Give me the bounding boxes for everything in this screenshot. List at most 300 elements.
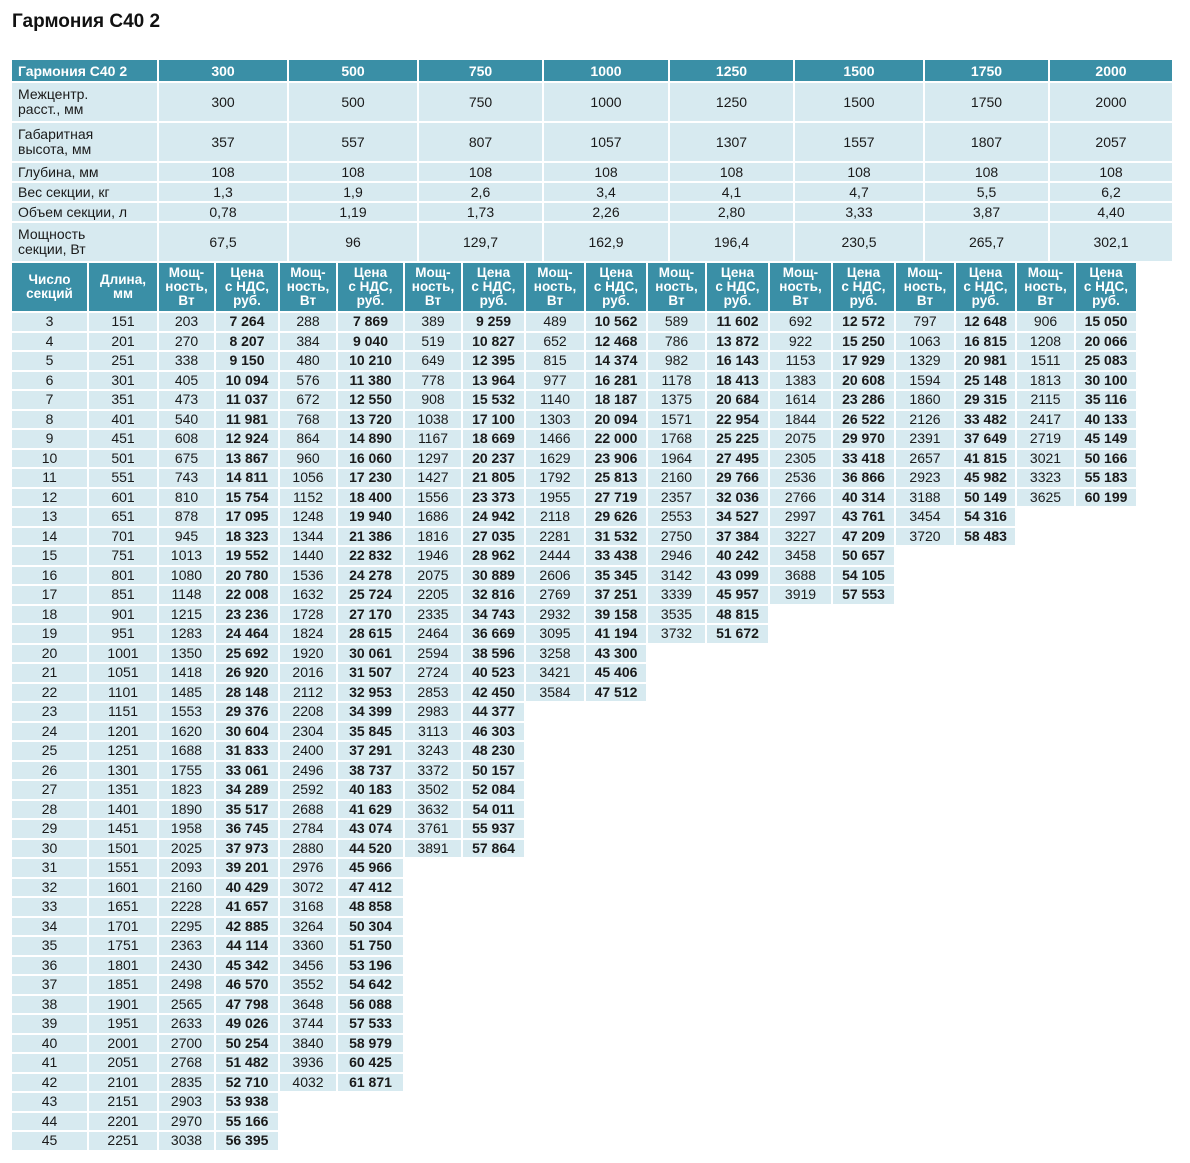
power-cell: 589 (648, 313, 705, 331)
power-cell: 3227 (770, 528, 831, 546)
power-cell: 2997 (770, 508, 831, 526)
empty-cell (1076, 898, 1136, 916)
empty-cell (1076, 820, 1136, 838)
power-cell: 3502 (405, 781, 461, 799)
empty-cell (833, 1074, 894, 1092)
price-cell: 54 011 (463, 801, 524, 819)
spec-cell: 108 (795, 163, 923, 181)
power-cell: 3688 (770, 567, 831, 585)
empty-cell (833, 801, 894, 819)
spec-cell: 302,1 (1050, 223, 1172, 261)
empty-cell (956, 1035, 1015, 1053)
price-cell: 31 833 (216, 742, 278, 760)
power-cell: 2724 (405, 664, 461, 682)
table-row (12, 625, 1136, 643)
header-line: с НДС, (841, 279, 886, 294)
sections-cell: 29 (12, 820, 87, 838)
table-row (12, 547, 1136, 565)
price-cell: 50 254 (216, 1035, 278, 1053)
power-cell: 1594 (896, 372, 954, 390)
power-cell: 2304 (280, 723, 336, 741)
spec-column-header: 300 (159, 60, 287, 81)
empty-cell (1017, 937, 1074, 955)
sections-cell: 28 (12, 801, 87, 819)
spec-cell: 2,26 (544, 203, 668, 221)
empty-cell (338, 1113, 403, 1131)
sections-cell: 18 (12, 606, 87, 624)
spec-cell: 500 (289, 83, 417, 121)
spec-row-label (12, 203, 157, 221)
price-cell: 30 889 (463, 567, 524, 585)
spec-cell: 750 (419, 83, 542, 121)
empty-cell (463, 1132, 524, 1150)
price-cell: 38 737 (338, 762, 403, 780)
header-line: с НДС, (715, 279, 760, 294)
spec-cell: 108 (925, 163, 1048, 181)
power-cell: 2228 (159, 898, 214, 916)
spec-cell: 2,80 (670, 203, 793, 221)
price-cell: 22 000 (586, 430, 646, 448)
empty-cell (1017, 547, 1074, 565)
empty-cell (1017, 703, 1074, 721)
price-cell: 25 225 (707, 430, 768, 448)
empty-cell (896, 1074, 954, 1092)
sections-cell: 27 (12, 781, 87, 799)
power-cell: 2553 (648, 508, 705, 526)
spec-corner-header: Гармония С40 2 (12, 60, 157, 81)
price-cell: 40 183 (338, 781, 403, 799)
empty-cell (648, 1132, 705, 1150)
power-cell: 2363 (159, 937, 214, 955)
length-cell: 2101 (89, 1074, 157, 1092)
empty-cell (896, 801, 954, 819)
empty-cell (1017, 1132, 1074, 1150)
empty-cell (1076, 781, 1136, 799)
table-row (12, 1132, 1136, 1150)
empty-cell (586, 1054, 646, 1072)
power-cell: 2335 (405, 606, 461, 624)
empty-cell (956, 684, 1015, 702)
empty-cell (770, 1015, 831, 1033)
power-cell: 2923 (896, 469, 954, 487)
empty-cell (707, 664, 768, 682)
length-cell: 1201 (89, 723, 157, 741)
empty-cell (338, 1132, 403, 1150)
power-cell: 2657 (896, 450, 954, 468)
power-cell: 1056 (280, 469, 336, 487)
empty-cell (956, 606, 1015, 624)
empty-cell (405, 1132, 461, 1150)
power-cell: 1686 (405, 508, 461, 526)
spec-cell: 265,7 (925, 223, 1048, 261)
power-cell: 3264 (280, 918, 336, 936)
empty-cell (833, 703, 894, 721)
empty-cell (648, 996, 705, 1014)
empty-cell (707, 1113, 768, 1131)
price-cell: 46 303 (463, 723, 524, 741)
power-cell: 3323 (1017, 469, 1074, 487)
empty-cell (526, 859, 584, 877)
empty-cell (463, 898, 524, 916)
empty-cell (956, 1113, 1015, 1131)
table-row (12, 820, 1136, 838)
page-title: Гармония С40 2 (12, 11, 161, 32)
empty-cell (1076, 801, 1136, 819)
empty-cell (405, 976, 461, 994)
price-cell: 13 964 (463, 372, 524, 390)
power-cell: 922 (770, 333, 831, 351)
spec-cell: 108 (419, 163, 542, 181)
price-cell: 60 199 (1076, 489, 1136, 507)
power-cell: 2719 (1017, 430, 1074, 448)
power-cell: 652 (526, 333, 584, 351)
table-row (12, 937, 1136, 955)
empty-cell (896, 1015, 954, 1033)
empty-cell (648, 859, 705, 877)
empty-cell (586, 898, 646, 916)
price-cell: 38 596 (463, 645, 524, 663)
spec-row-label (12, 183, 157, 201)
price-cell: 47 412 (338, 879, 403, 897)
empty-cell (956, 723, 1015, 741)
header-line: руб. (849, 293, 878, 308)
empty-cell (833, 1113, 894, 1131)
empty-cell (833, 664, 894, 682)
header-line: Мощ- (907, 265, 943, 280)
price-cell: 25 692 (216, 645, 278, 663)
table-row (12, 372, 1136, 390)
header-line: Цена (230, 265, 264, 280)
sections-cell: 19 (12, 625, 87, 643)
spec-cell: 67,5 (159, 223, 287, 261)
empty-cell (956, 898, 1015, 916)
price-cell: 9 040 (338, 333, 403, 351)
price-cell: 28 962 (463, 547, 524, 565)
empty-cell (1076, 1015, 1136, 1033)
price-cell: 15 532 (463, 391, 524, 409)
empty-cell (1076, 664, 1136, 682)
empty-cell (770, 742, 831, 760)
spec-cell: 1500 (795, 83, 923, 121)
price-header (586, 263, 646, 311)
price-cell: 27 035 (463, 528, 524, 546)
header-line: Цена (968, 265, 1003, 280)
length-cell: 1701 (89, 918, 157, 936)
price-cell: 12 550 (338, 391, 403, 409)
empty-cell (463, 937, 524, 955)
empty-cell (770, 1132, 831, 1150)
header-line: Вт (178, 293, 195, 308)
table-row (12, 352, 1136, 370)
price-cell: 27 170 (338, 606, 403, 624)
empty-cell (1076, 879, 1136, 897)
empty-cell (956, 937, 1015, 955)
power-cell: 3113 (405, 723, 461, 741)
header-line: ность, (903, 279, 947, 294)
empty-cell (896, 645, 954, 663)
price-cell: 31 507 (338, 664, 403, 682)
empty-cell (1076, 508, 1136, 526)
empty-cell (526, 898, 584, 916)
spec-cell: 1057 (544, 123, 668, 161)
empty-cell (770, 1113, 831, 1131)
empty-cell (526, 1093, 584, 1111)
empty-cell (1017, 1093, 1074, 1111)
price-cell: 20 684 (707, 391, 768, 409)
power-cell: 203 (159, 313, 214, 331)
table-row (12, 781, 1136, 799)
power-header (648, 263, 705, 311)
sections-cell: 42 (12, 1074, 87, 1092)
power-cell: 1946 (405, 547, 461, 565)
empty-cell (463, 976, 524, 994)
power-cell: 778 (405, 372, 461, 390)
price-cell: 7 869 (338, 313, 403, 331)
length-cell: 201 (89, 333, 157, 351)
empty-cell (648, 820, 705, 838)
empty-cell (770, 879, 831, 897)
power-cell: 540 (159, 411, 214, 429)
price-cell: 39 158 (586, 606, 646, 624)
empty-cell (770, 859, 831, 877)
price-cell: 40 242 (707, 547, 768, 565)
empty-cell (586, 1132, 646, 1150)
power-cell: 1013 (159, 547, 214, 565)
empty-cell (1076, 1074, 1136, 1092)
header-line: Длина, (100, 272, 146, 287)
empty-cell (648, 742, 705, 760)
empty-cell (1017, 820, 1074, 838)
price-cell: 54 316 (956, 508, 1015, 526)
power-cell: 1792 (526, 469, 584, 487)
empty-cell (526, 1132, 584, 1150)
power-cell: 2750 (648, 528, 705, 546)
power-header (770, 263, 831, 311)
empty-cell (956, 781, 1015, 799)
empty-cell (463, 918, 524, 936)
power-cell: 2400 (280, 742, 336, 760)
empty-cell (770, 1074, 831, 1092)
empty-cell (586, 957, 646, 975)
empty-cell (1017, 1054, 1074, 1072)
price-cell: 11 380 (338, 372, 403, 390)
power-cell: 2498 (159, 976, 214, 994)
price-cell: 49 026 (216, 1015, 278, 1033)
price-cell: 15 050 (1076, 313, 1136, 331)
empty-cell (1076, 976, 1136, 994)
power-cell: 2932 (526, 606, 584, 624)
spec-cell: 807 (419, 123, 542, 161)
empty-cell (1076, 957, 1136, 975)
power-cell: 3188 (896, 489, 954, 507)
length-cell: 151 (89, 313, 157, 331)
empty-cell (405, 957, 461, 975)
price-cell: 34 527 (707, 508, 768, 526)
price-cell: 50 166 (1076, 450, 1136, 468)
sections-cell: 10 (12, 450, 87, 468)
sections-cell: 31 (12, 859, 87, 877)
empty-cell (770, 1054, 831, 1072)
empty-cell (833, 898, 894, 916)
power-cell: 1768 (648, 430, 705, 448)
sections-cell: 12 (12, 489, 87, 507)
header-line: Мощность (18, 226, 86, 242)
power-cell: 2115 (1017, 391, 1074, 409)
header-line: расст., мм (18, 101, 84, 117)
price-cell: 55 183 (1076, 469, 1136, 487)
empty-cell (707, 742, 768, 760)
power-cell: 908 (405, 391, 461, 409)
empty-cell (833, 781, 894, 799)
power-cell: 3456 (280, 957, 336, 975)
power-cell: 878 (159, 508, 214, 526)
length-header (89, 263, 157, 311)
power-cell: 2853 (405, 684, 461, 702)
spec-cell: 5,5 (925, 183, 1048, 201)
power-cell: 2075 (405, 567, 461, 585)
power-cell: 3936 (280, 1054, 336, 1072)
empty-cell (526, 1035, 584, 1053)
header-line: Цена (1089, 265, 1123, 280)
power-cell: 810 (159, 489, 214, 507)
power-cell: 3535 (648, 606, 705, 624)
price-cell: 11 602 (707, 313, 768, 331)
length-cell: 601 (89, 489, 157, 507)
empty-cell (280, 1132, 336, 1150)
power-cell: 1571 (648, 411, 705, 429)
length-cell: 1501 (89, 840, 157, 858)
empty-cell (526, 703, 584, 721)
power-cell: 1755 (159, 762, 214, 780)
power-cell: 960 (280, 450, 336, 468)
table-row (12, 586, 1136, 604)
empty-cell (648, 664, 705, 682)
header-line: руб. (971, 293, 1000, 308)
empty-cell (1076, 762, 1136, 780)
price-cell: 32 953 (338, 684, 403, 702)
table-row (12, 645, 1136, 663)
price-cell: 20 066 (1076, 333, 1136, 351)
empty-cell (707, 723, 768, 741)
power-cell: 1350 (159, 645, 214, 663)
power-cell: 1816 (405, 528, 461, 546)
power-cell: 1329 (896, 352, 954, 370)
empty-cell (1017, 528, 1074, 546)
empty-cell (833, 820, 894, 838)
price-cell: 57 553 (833, 586, 894, 604)
power-cell: 3744 (280, 1015, 336, 1033)
power-cell: 3168 (280, 898, 336, 916)
price-cell: 18 413 (707, 372, 768, 390)
empty-cell (1076, 1035, 1136, 1053)
price-cell: 57 864 (463, 840, 524, 858)
empty-cell (1017, 976, 1074, 994)
empty-cell (956, 547, 1015, 565)
length-cell: 1401 (89, 801, 157, 819)
power-cell: 1344 (280, 528, 336, 546)
header-line: Мощ- (290, 265, 326, 280)
price-header (338, 263, 403, 311)
table-row (12, 391, 1136, 409)
header-line: Объем секции, л (18, 203, 128, 220)
price-cell: 41 657 (216, 898, 278, 916)
power-cell: 489 (526, 313, 584, 331)
empty-cell (707, 762, 768, 780)
price-cell: 40 523 (463, 664, 524, 682)
power-cell: 1038 (405, 411, 461, 429)
table-row (12, 606, 1136, 624)
empty-cell (1076, 723, 1136, 741)
empty-cell (770, 645, 831, 663)
spec-row (12, 83, 1172, 121)
empty-cell (1076, 1113, 1136, 1131)
price-cell: 7 264 (216, 313, 278, 331)
empty-cell (1076, 937, 1136, 955)
empty-cell (1017, 606, 1074, 624)
price-cell: 25 813 (586, 469, 646, 487)
spec-cell: 96 (289, 223, 417, 261)
empty-cell (405, 1074, 461, 1092)
empty-cell (707, 1035, 768, 1053)
power-cell: 2903 (159, 1093, 214, 1111)
power-header (1017, 263, 1074, 311)
empty-cell (648, 898, 705, 916)
empty-cell (526, 762, 584, 780)
empty-cell (707, 918, 768, 936)
empty-cell (280, 1113, 336, 1131)
empty-cell (405, 1015, 461, 1033)
empty-cell (1017, 1113, 1074, 1131)
price-cell: 36 745 (216, 820, 278, 838)
price-cell: 16 815 (956, 333, 1015, 351)
empty-cell (463, 1054, 524, 1072)
power-cell: 3095 (526, 625, 584, 643)
price-cell: 18 400 (338, 489, 403, 507)
price-cell: 41 194 (586, 625, 646, 643)
spec-column-header: 1500 (795, 60, 923, 81)
power-cell: 2208 (280, 703, 336, 721)
price-cell: 22 954 (707, 411, 768, 429)
power-cell: 2160 (648, 469, 705, 487)
power-cell: 1536 (280, 567, 336, 585)
empty-cell (956, 762, 1015, 780)
empty-cell (896, 1093, 954, 1111)
empty-cell (586, 703, 646, 721)
header-line: руб. (479, 293, 508, 308)
power-cell: 1440 (280, 547, 336, 565)
sections-cell: 9 (12, 430, 87, 448)
empty-cell (956, 859, 1015, 877)
header-line: секций (26, 286, 73, 301)
empty-cell (586, 742, 646, 760)
spec-cell: 1750 (925, 83, 1048, 121)
price-cell: 34 289 (216, 781, 278, 799)
empty-cell (770, 1093, 831, 1111)
price-cell: 45 406 (586, 664, 646, 682)
price-cell: 37 384 (707, 528, 768, 546)
length-cell: 1251 (89, 742, 157, 760)
price-cell: 18 669 (463, 430, 524, 448)
price-cell: 11 981 (216, 411, 278, 429)
table-row (12, 567, 1136, 585)
power-cell: 2118 (526, 508, 584, 526)
power-cell: 1248 (280, 508, 336, 526)
empty-cell (770, 801, 831, 819)
sections-cell: 30 (12, 840, 87, 858)
power-cell: 1556 (405, 489, 461, 507)
length-cell: 551 (89, 469, 157, 487)
empty-cell (707, 801, 768, 819)
